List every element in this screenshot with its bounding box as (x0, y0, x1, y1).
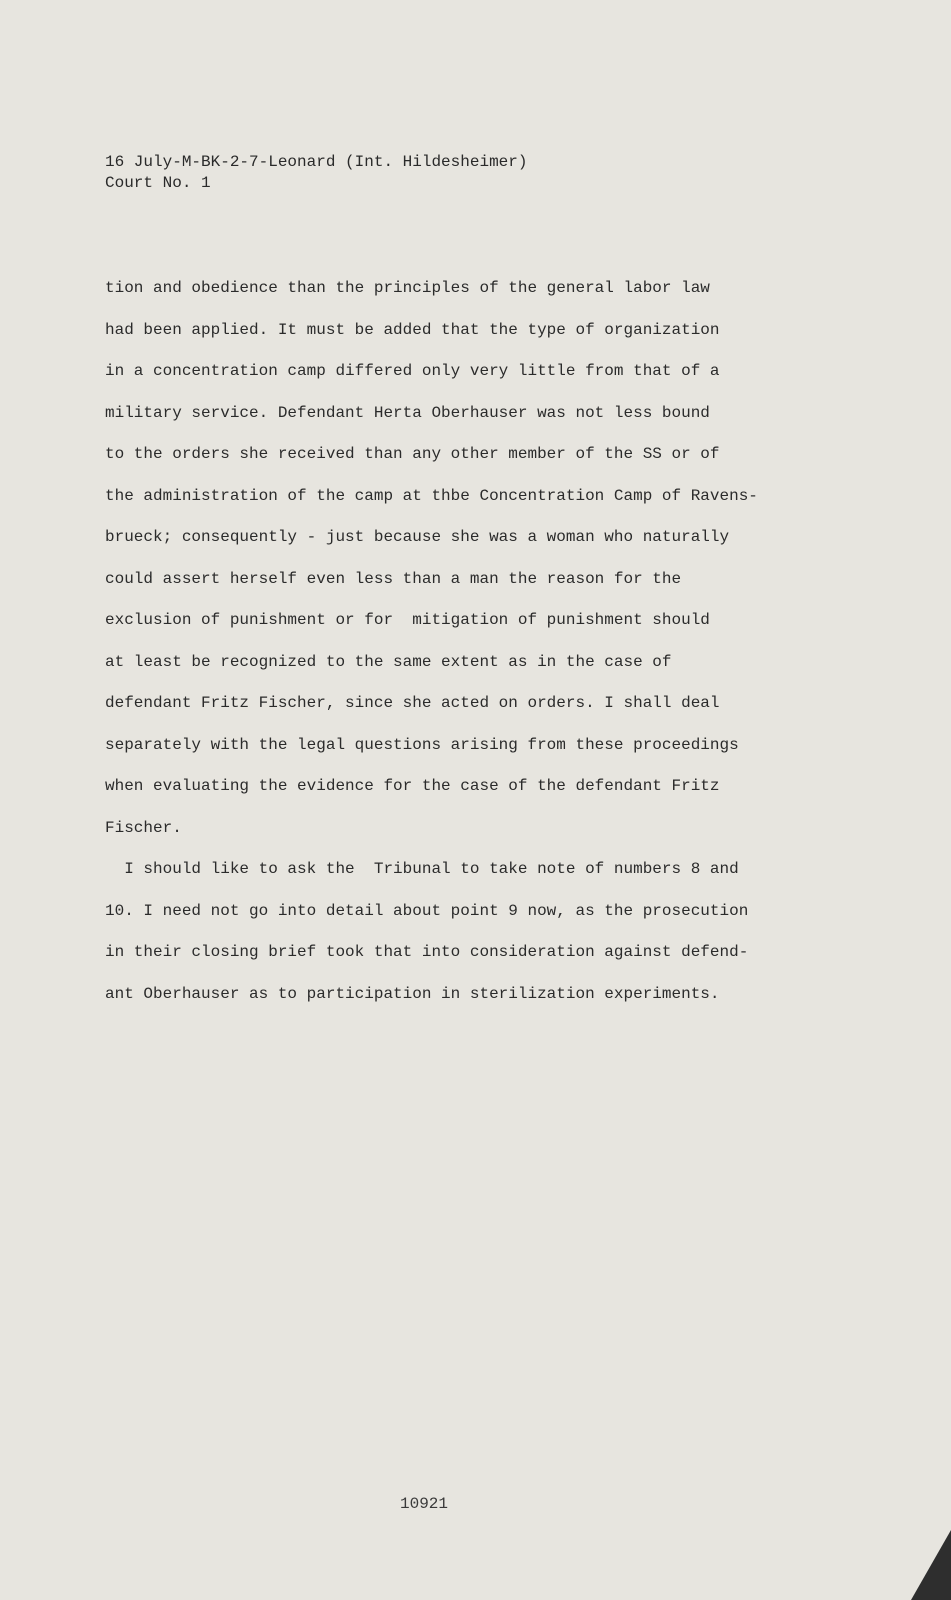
header-line-1: 16 July-M-BK-2-7-Leonard (Int. Hildesheimer) (105, 153, 528, 171)
body-line: ant Oberhauser as to participation in sterilization experiments. (105, 984, 720, 1003)
body-line: tion and obedience than the principles of the general labor law (105, 279, 710, 297)
body-line: in their closing brief took that into consideration against defend- (105, 943, 749, 961)
page-number: 10921 (400, 1495, 449, 1513)
body-line: at least be recognized to the same extent as in the case of (105, 652, 672, 671)
body-line: could assert herself even less than a man the reason for the (105, 569, 682, 588)
body-line: military service. Defendant Herta Oberhauser was not less bound (105, 403, 710, 422)
body-line: the administration of the camp at thbe Concentration Camp of Ravens- (105, 486, 758, 505)
document-body (105, 278, 825, 1025)
body-line: when evaluating the evidence for the case of the defendant Fritz (105, 777, 720, 795)
body-line: 10. I need not go into detail about point 9 now, as the prosecution (105, 901, 749, 920)
header-line-2: Court No. 1 (105, 174, 211, 192)
body-line: to the orders she received than any other member of the SS or of (105, 445, 720, 463)
body-line: separately with the legal questions arising from these proceedings (105, 735, 739, 754)
body-line: in a concentration camp differed only very little from that of a (105, 362, 720, 380)
body-line: Fischer. (105, 818, 182, 837)
body-line: exclusion of punishment or for mitigation of punishment should (105, 611, 710, 629)
body-line: I should like to ask the Tribunal to take note of numbers 8 and (105, 860, 739, 878)
body-line: brueck; consequently - just because she was a woman who naturally (105, 528, 730, 546)
body-line: had been applied. It must be added that the type of organization (105, 320, 720, 339)
body-line: defendant Fritz Fischer, since she acted on orders. I shall deal (105, 694, 720, 712)
document-header (105, 152, 527, 194)
